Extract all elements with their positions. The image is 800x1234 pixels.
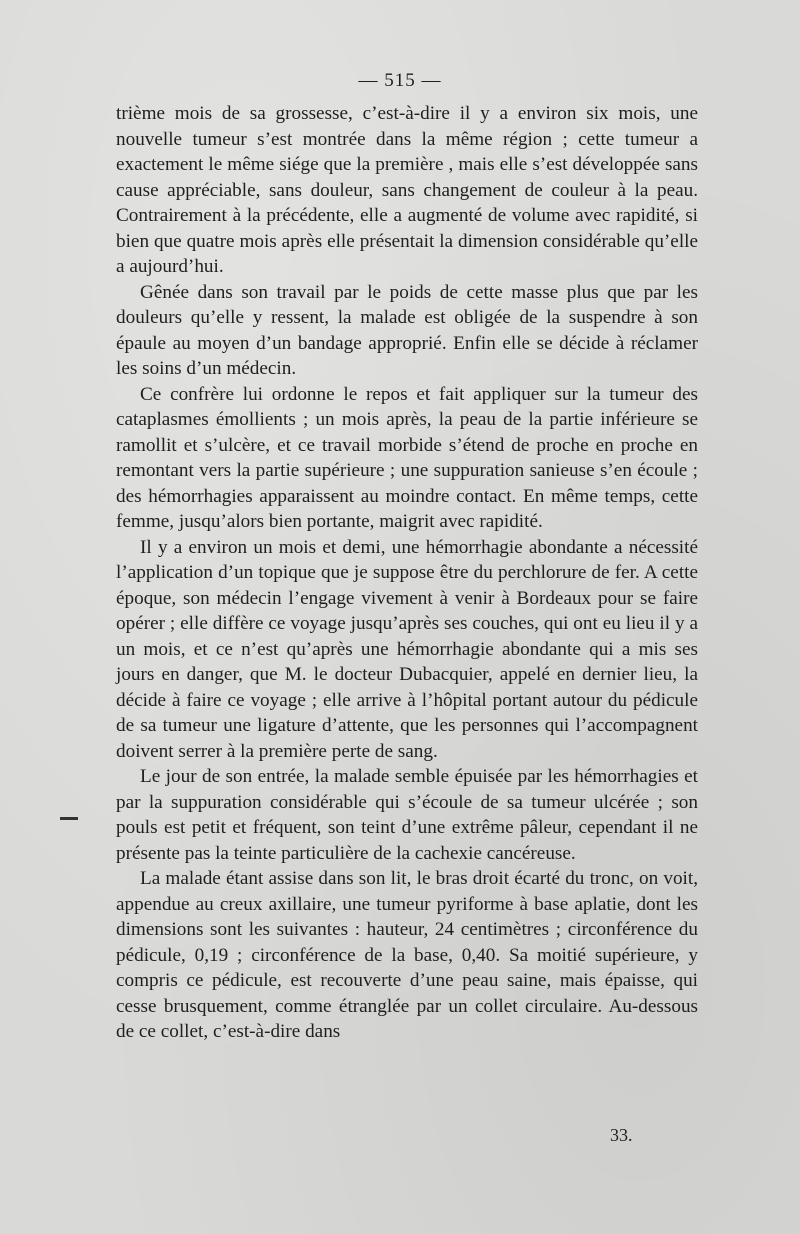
- paragraph-2: Gênée dans son travail par le poids de cette masse plus que par les douleurs qu’elle y ressent, la malade est obligée de la suspendre à son épaule au moyen d’un bandage approprié. Enfin elle se décide à réclamer les soins d’un médecin.: [116, 281, 698, 379]
- signature-mark: 33.: [610, 1125, 633, 1145]
- margin-mark: [60, 817, 78, 820]
- paragraph-4: Il y a environ un mois et demi, une hémorrhagie abondante a nécessité l’application d’un topique que je suppose être du perchlorure de fer. A cette époque, son médecin l’engage vivement à venir à Bordeaux pour se faire opérer ; elle diffère ce voyage jusqu’après ses couches, qui ont eu lieu il y a un mois, et ce n’est qu’après une hémorrhagie abondante qui a mis ses jours en danger, que M. le docteur Dubacquier, appelé en dernier lieu, la décide à faire ce voyage ; elle arrive à l’hôpital portant autour du pédicule de sa tumeur une ligature d’attente, que les personnes qui l’accompagnent doivent serrer à la première perte de sang.: [116, 536, 698, 762]
- paragraph-5: Le jour de son entrée, la malade semble épuisée par les hémorrhagies et par la suppuration considérable qui s’écoule de sa tumeur ulcérée ; son pouls est petit et fréquent, son teint d’une extrême pâleur, cependant il ne présente pas la teinte particulière de la cachexie cancéreuse.: [116, 766, 698, 864]
- page-number: — 515 —: [358, 70, 442, 91]
- paragraph-6: La malade étant assise dans son lit, le bras droit écarté du tronc, on voit, appendue au creux axillaire, une tumeur pyriforme à base aplatie, dont les dimensions sont les suivantes : hauteur, 24 centimètres ; circonférence du pédicule, 0,19 ; circonférence de la base, 0,40. Sa moitié supérieure, y compris ce pédicule, est recouverte d’une peau saine, mais épaisse, qui cesse brusquement, comme étranglée par un collet circulaire. Au-dessous de ce collet, c’est-à-dire dans: [116, 868, 698, 1042]
- paragraph-3: Ce confrère lui ordonne le repos et fait appliquer sur la tumeur des cataplasmes émollients ; un mois après, la peau de la partie inférieure se ramollit et s’ulcère, et ce travail morbide s’étend de proche en proche en remontant vers la partie supérieure ; une suppuration sanieuse s’en écoule ; des hémorrhagies apparaissent au moindre contact. En même temps, cette femme, jusqu’alors bien portante, maigrit avec rapidité.: [116, 383, 698, 532]
- paragraph-1: trième mois de sa grossesse, c’est-à-dire il y a environ six mois, une nouvelle tumeur s’est montrée dans la même région ; cette tumeur a exactement le même siége que la première , mais elle s’est développée sans cause appréciable, sans douleur, sans changement de couleur à la peau. Contrairement à la précédente, elle a augmenté de volume avec rapidité, si bien que quatre mois après elle présentait la dimension considérable qu’elle a aujourd’hui.: [116, 103, 698, 277]
- body-text: [116, 101, 698, 1045]
